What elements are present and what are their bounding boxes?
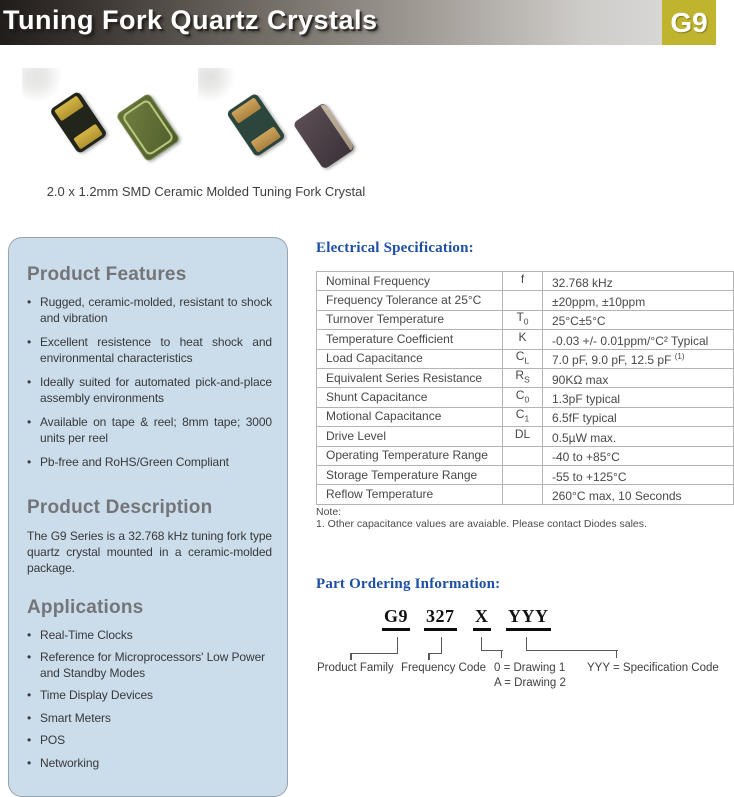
spec-symbol [503,291,543,310]
spec-parameter: Storage Temperature Range [317,465,503,484]
spec-parameter: Load Capacitance [317,349,503,368]
spec-parameter: Frequency Tolerance at 25°C [317,291,503,310]
features-panel [8,237,288,797]
feature-item: • Ideally suited for automated pick-and-place assembly environments [27,375,272,406]
spec-parameter: Drive Level [317,427,503,446]
part-ordering-heading: Part Ordering Information: [316,576,501,592]
ordering-code-frequency: 327 [424,606,457,631]
ordering-label-drawing-1: 0 = Drawing 1 [494,662,566,674]
feature-item: • Rugged, ceramic-molded, resistant to shock and vibration [27,295,272,326]
spec-row [317,407,734,426]
spec-symbol: K [503,330,543,349]
spec-row [317,465,734,484]
ordering-label-frequency-code: Frequency Code [401,662,487,674]
spec-parameter: Reflow Temperature [317,485,503,504]
spec-row [317,368,734,387]
ordering-code-spec: YYY [506,606,551,631]
spec-value: 32.768 kHz [543,272,734,291]
spec-parameter: Equivalent Series Resistance [317,368,503,387]
product-description-text: The G9 Series is a 32.768 kHz tuning fork type quartz crystal mounted in a ceramic-molded package. [27,528,272,575]
feature-item: • Excellent resistence to heat shock and environmental characteristics [27,335,272,366]
connector-line-frequency [428,637,442,654]
product-features-heading: Product Features [27,264,187,285]
electrical-specification-heading: Electrical Specification: [316,240,474,256]
spacer [27,480,272,497]
application-item: • Time Display Devices [27,688,272,704]
feature-item: • Pb-free and RoHS/Green Compliant [27,455,272,471]
spec-symbol: $T_0$ [503,310,543,329]
applications-heading: Applications [27,596,144,618]
spec-symbol: $R_S$ [503,368,543,387]
application-item: • Smart Meters [27,711,272,727]
applications-list [27,628,272,772]
product-photo-group-left [22,68,204,180]
ordering-code-product-family: G9 [382,606,410,631]
page-title: Tuning Fork Quartz Crystals [3,5,378,35]
spec-value: -0.03 +/- 0.01ppm/°C² Typical [543,330,734,349]
spec-value: 7.0 pF, 9.0 pF, 12.5 pF $^{(1)}$ [543,349,734,368]
connector-line-product-family [350,637,398,654]
spec-row [317,427,734,446]
spec-symbol: $C_L$ [503,349,543,368]
note-text: 1. Other capacitance values are avaiable. Please contact Diodes sales. [316,518,647,530]
spec-symbol [503,446,543,465]
ordering-label-drawing-2: A = Drawing 2 [494,677,566,689]
feature-item: • Available on tape & reel; 8mm tape; 3000 units per reel [27,415,272,446]
ordering-code-drawing: X [473,606,491,631]
spec-parameter: Shunt Capacitance [317,388,503,407]
header-bar [0,0,716,45]
spec-value: 0.5µW max. [543,427,734,446]
spec-row [317,349,734,368]
product-features-list [27,295,272,471]
spec-value: 260°C max, 10 Seconds [543,485,734,504]
spec-row [317,446,734,465]
spec-row [317,310,734,329]
spec-symbol [503,465,543,484]
spec-value: ±20ppm, ±10ppm [543,291,734,310]
spec-row [317,330,734,349]
ordering-label-product-family: Product Family [317,662,394,674]
spec-row [317,291,734,310]
connector-line-drawing [481,637,503,651]
spec-value: 25°C±5°C [543,310,734,329]
spec-symbol: $C_1$ [503,407,543,426]
spec-parameter: Motional Capacitance [317,407,503,426]
spacer [27,576,272,597]
application-item: • Real-Time Clocks [27,628,272,644]
spec-row [317,485,734,504]
connector-line-spec [526,637,618,651]
product-description-heading: Product Description [27,496,213,518]
spec-symbol [503,485,543,504]
connector-tick-frequency [428,654,430,660]
spec-parameter: Temperature Coefficient [317,330,503,349]
series-badge: G9 [662,0,716,45]
spec-parameter: Turnover Temperature [317,310,503,329]
spec-parameter: Operating Temperature Range [317,446,503,465]
connector-tick-spec [616,650,618,658]
spec-row [317,272,734,291]
spec-symbol: $C_0$ [503,388,543,407]
connector-tick-product-family [350,654,352,660]
electrical-specification-table [316,271,734,505]
spec-symbol: DL [503,427,543,446]
connector-tick-drawing [501,650,503,658]
spec-value: 1.3pF typical [543,388,734,407]
application-item: • POS [27,733,272,749]
spec-value: 6.5fF typical [543,407,734,426]
ordering-label-specification-code: YYY = Specification Code [587,662,719,674]
application-item: • Networking [27,756,272,772]
spec-parameter: Nominal Frequency [317,272,503,291]
application-item: • Reference for Microprocessors' Low Power and Standby Modes [27,650,272,681]
product-caption: 2.0 x 1.2mm SMD Ceramic Molded Tuning Fork Crystal [46,184,366,199]
spec-value: 90KΩ max [543,368,734,387]
spec-value: -40 to +85°C [543,446,734,465]
spec-symbol: f [503,272,543,291]
spec-value: -55 to +125°C [543,465,734,484]
note-label: Note: [316,506,342,518]
spec-row [317,388,734,407]
